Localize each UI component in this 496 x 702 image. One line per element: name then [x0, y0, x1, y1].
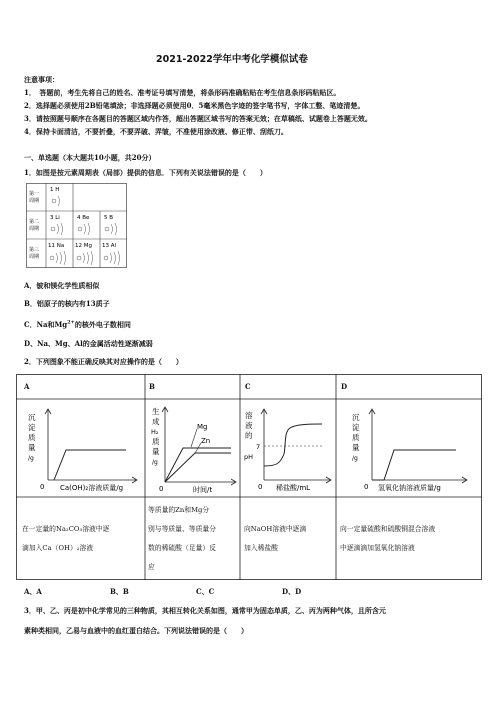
element-be: 4 Be	[77, 215, 90, 221]
element-li: 3 Li	[50, 215, 60, 221]
y-axis-unit: /g	[152, 459, 158, 466]
y-axis-unit: /g	[352, 455, 358, 462]
period-label: 第三	[29, 247, 40, 253]
question-2-stem: 2．下列图象不能正确反映其对应操作的是（ ）	[24, 357, 183, 366]
y-axis-unit: /g	[28, 455, 34, 462]
y-axis-label: H₂	[151, 428, 159, 436]
period-label: 第一	[29, 191, 40, 197]
graph-b	[147, 402, 239, 496]
notice-heading: 注意事项：	[24, 75, 59, 84]
origin-label: 0	[364, 483, 369, 491]
graph-a	[22, 406, 142, 494]
element-na: 11 Na	[48, 243, 65, 249]
page-title: 2021-2022学年中考化学模似试卷	[156, 54, 308, 65]
series-label-zn: Zn	[201, 437, 211, 445]
answer-b: B、B	[110, 587, 129, 596]
column-header-d: D	[341, 382, 348, 391]
description-a-line: 在一定量的Na₂CO₃溶液中逐	[22, 525, 110, 533]
origin-label: 0	[258, 483, 263, 491]
x-axis-label: 时间/t	[193, 486, 213, 494]
notice-item: 3．请按照题号顺序在各题目的答题区域内作答，超出答题区域书写的答案无效；在草稿纸、试题卷上答题无效。	[24, 114, 372, 123]
y-axis-label: 液	[245, 421, 253, 430]
answer-a: A、A	[24, 587, 42, 596]
question-1-stem: 1．如图是按元素周期表（局部）提供的信息．下列有关说法错误的是（ ）	[24, 168, 267, 177]
x-axis-label: Ca(OH)₂溶液质量/g	[60, 484, 124, 492]
option-b: B．铝原子的核内有13质子	[24, 299, 110, 308]
y-axis-label: 淀	[352, 423, 360, 432]
y-axis-label: pH	[244, 453, 254, 461]
y-axis-label: 生	[152, 407, 160, 416]
description-b-line: 等质量的Zn和Mg分	[148, 506, 210, 514]
graph-c	[242, 404, 334, 494]
y-axis-label: 沉	[28, 413, 36, 422]
question-2-table	[16, 374, 482, 580]
option-a: A．铍和镁化学性质相似	[24, 281, 100, 290]
x-axis-label: 稀盐酸/mL	[276, 484, 311, 492]
option-d: D、Na、Mg、Al的金属活动性逐渐减弱	[24, 339, 153, 348]
y-axis-label: 质	[152, 437, 160, 446]
answer-c: C、C	[196, 587, 215, 596]
description-a-line: 滴加入Ca（OH）₂溶液	[22, 544, 94, 552]
notice-item: 4．保持卡面清洁，不要折叠，不要弄破、弄皱，不准使用涂改液、修正带、刮纸刀。	[24, 127, 288, 136]
option-c: C．Na和$Mg^{2+}$的核外电子数相同	[24, 319, 131, 329]
y-axis-label: 质	[28, 433, 36, 442]
element-mg: 12 Mg	[75, 243, 92, 249]
description-c-line: 向NaOH溶液中逐滴	[244, 525, 307, 533]
description-d-line: 中逐滴滴加氢氧化钠溶液	[340, 544, 415, 552]
column-header-b: B	[149, 382, 155, 391]
column-header-c: C	[245, 382, 251, 391]
column-header-a: A	[24, 382, 30, 391]
notice-item: 1． 答题前，考生先将自己的姓名、准考证号填写清楚，将条形码准确粘贴在考生信息条形码粘贴区。	[24, 88, 341, 97]
element-b: 5 B	[104, 215, 114, 221]
y-axis-label: 量	[352, 443, 360, 452]
description-b-line: 别与等质量、等质量分	[148, 525, 216, 533]
element-h: 1 H	[50, 187, 60, 193]
x-axis-label: 氢氧化钠溶液质量/g	[378, 484, 441, 492]
series-label-mg: Mg	[197, 423, 208, 431]
y-axis-label: 成	[152, 417, 160, 426]
periodic-table-figure	[26, 183, 128, 269]
period-label-2: 周期	[29, 226, 40, 232]
period-label: 第二	[29, 219, 40, 225]
y-axis-label: 质	[352, 433, 360, 442]
ph-7-tick: 7	[256, 443, 261, 451]
y-axis-label: 量	[152, 447, 160, 456]
description-d-line: 向一定量硫酸和硫酸铜混合溶液	[340, 525, 436, 533]
element-al: 13 Al	[102, 243, 117, 249]
description-b-line: 应	[148, 563, 155, 571]
y-axis-label: 沉	[352, 413, 360, 422]
description-b-line: 数的稀硫酸（足量）反	[148, 544, 216, 552]
question-3-line: 素种类相同，乙易与血液中的血红蛋白结合。下列说法错误的是（ ）	[24, 626, 248, 635]
origin-label: 0	[159, 485, 164, 493]
section-heading: 一、单选题（本大题共10小题，共20分）	[24, 153, 156, 162]
y-axis-label: 量	[28, 443, 36, 452]
period-label-2: 周期	[29, 198, 40, 204]
y-axis-label: 淀	[28, 423, 36, 432]
notice-item: 2．选择题必须使用2B铅笔填涂；非选择题必须使用0．5毫米黑色字迹的签字笔书写，字体工整、笔迹清楚。	[24, 101, 365, 110]
graph-d	[338, 406, 480, 494]
question-3-line: 3．甲、乙、丙是初中化学常见的三种物质，其相互转化关系如图，通常甲为固态单质，乙、丙为两种气体，且所含元	[24, 606, 386, 615]
y-axis-label: 的	[245, 431, 253, 440]
answer-d: D、D	[282, 587, 302, 596]
origin-label: 0	[40, 483, 45, 491]
period-label-2: 周期	[29, 254, 40, 260]
description-c-line: 加入稀盐酸	[244, 544, 278, 552]
y-axis-label: 溶	[245, 411, 253, 420]
